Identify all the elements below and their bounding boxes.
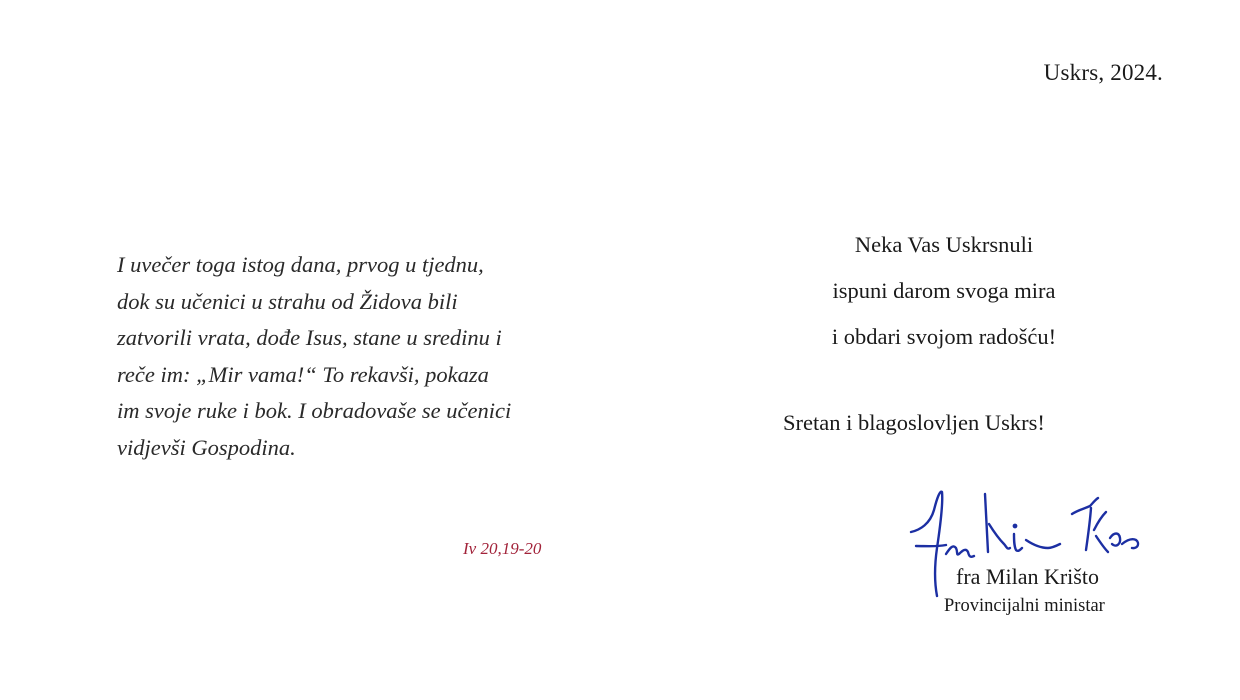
easter-greeting: Sretan i blagoslovljen Uskrs! <box>783 410 1045 435</box>
quote-line: im svoje ruke i bok. I obradovaše se učenici <box>117 398 512 423</box>
blessing-line: Neka Vas Uskrsnuli <box>854 232 1034 257</box>
blessing-line: i obdari svojom radošću! <box>831 324 1057 349</box>
blessing-text <box>785 222 1103 360</box>
scripture-quote <box>117 247 567 466</box>
quote-line: zatvorili vrata, dođe Isus, stane u sredinu i <box>117 325 502 350</box>
blessing-line: ispuni darom svoga mira <box>832 278 1056 303</box>
quote-line: reče im: „Mir vama!“ To rekavši, pokaza <box>117 361 489 387</box>
card-date: Uskrs, 2024. <box>1043 60 1163 85</box>
scripture-reference: Iv 20,19-20 <box>463 539 542 558</box>
quote-line: dok su učenici u strahu od Židova bili <box>117 288 458 314</box>
quote-line: vidjevši Gospodina. <box>117 434 296 460</box>
signer-name: fra Milan Krišto <box>956 564 1099 589</box>
quote-line: I uvečer toga istog dana, prvog u tjednu, <box>117 252 484 277</box>
signer-title: Provincijalni ministar <box>944 596 1105 616</box>
